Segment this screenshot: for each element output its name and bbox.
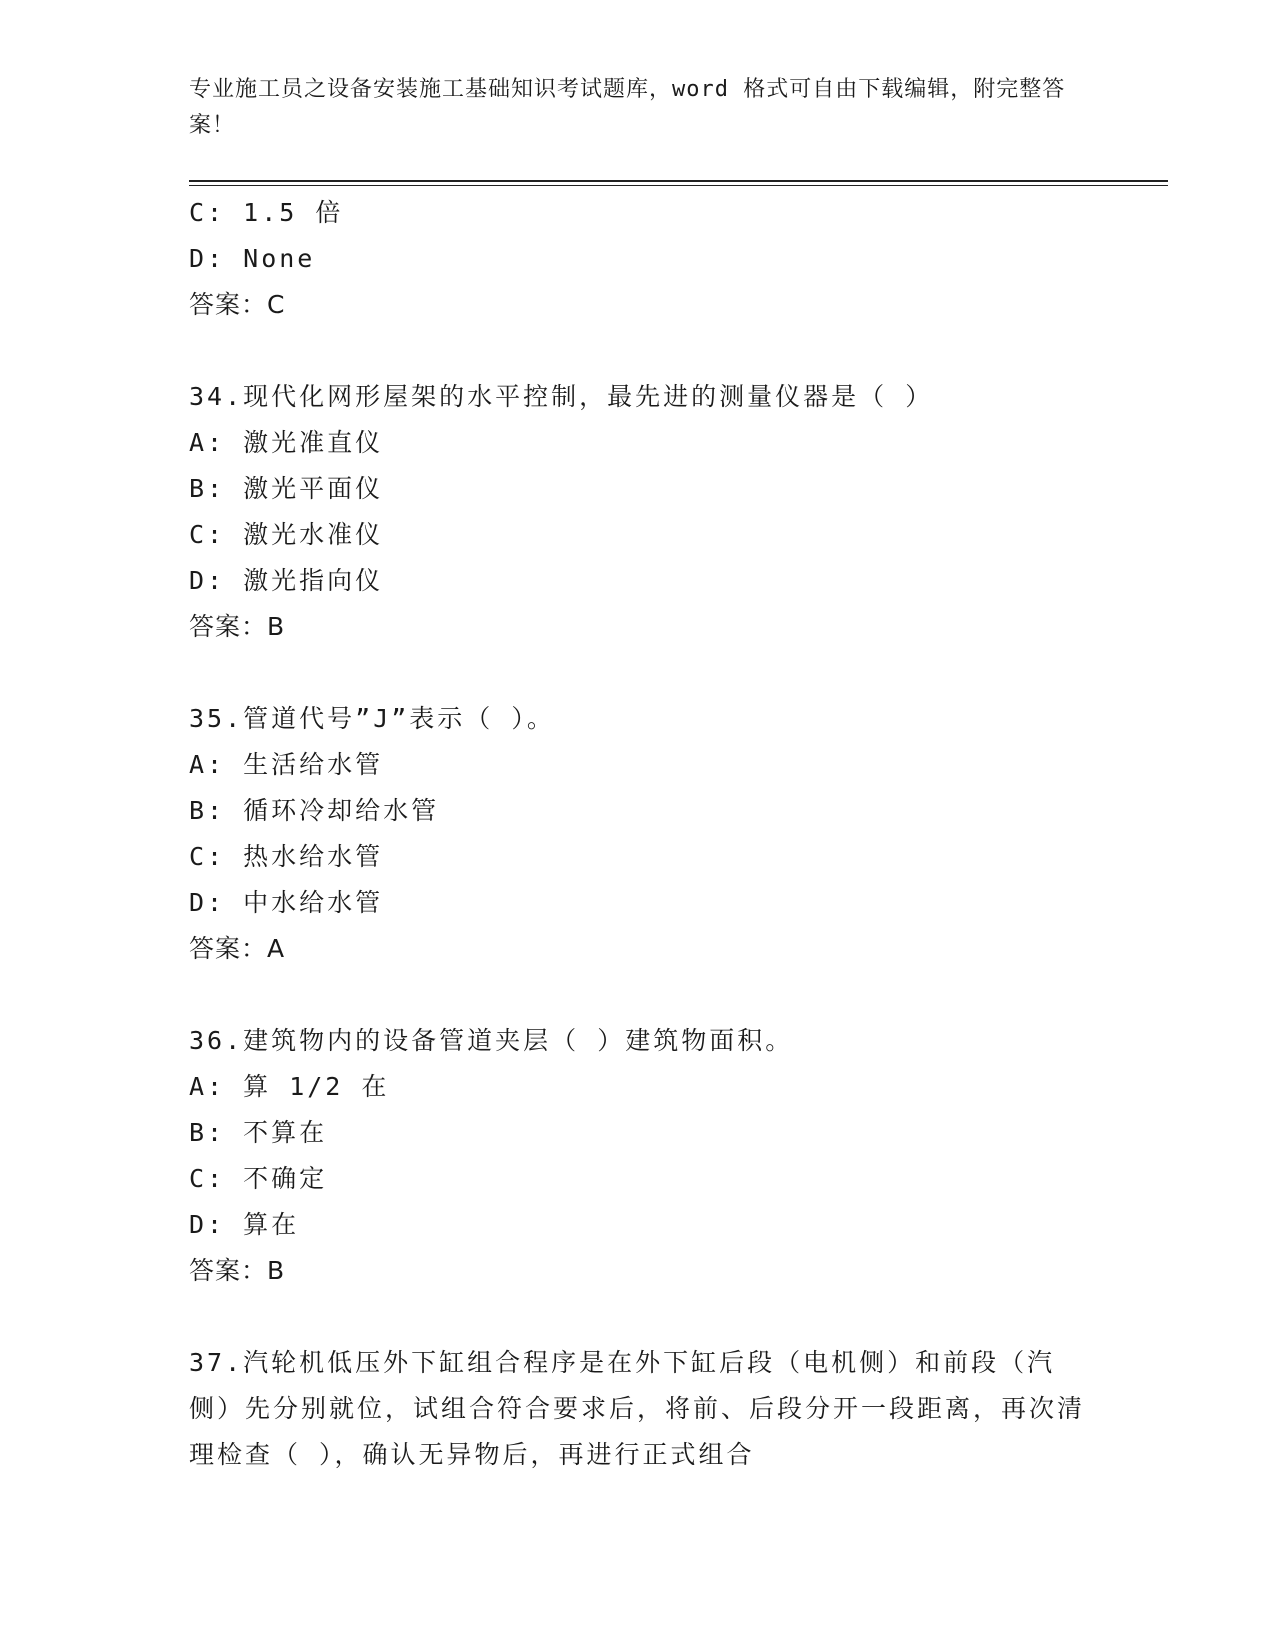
option-c: C: 热水给水管 <box>189 842 384 871</box>
question-stem: 34.现代化网形屋架的水平控制，最先进的测量仪器是（ ） <box>189 382 934 411</box>
option-d: D: 中水给水管 <box>189 888 384 917</box>
answer-line: 答案：A <box>189 934 286 963</box>
option-b: B: 循环冷却给水管 <box>189 796 440 825</box>
question-33-continued <box>189 190 1089 328</box>
header-divider-thick <box>189 180 1168 182</box>
spacer <box>189 972 1089 1018</box>
spacer <box>189 328 1089 374</box>
document-body <box>189 190 1089 1478</box>
question-stem: 37.汽轮机低压外下缸组合程序是在外下缸后段（电机侧）和前段（汽侧）先分别就位，试组合符合要求后，将前、后段分开一段距离，再次清理检查（ ），确认无异物后，再进行正式组合 <box>189 1348 1086 1469</box>
spacer <box>189 650 1089 696</box>
answer-line: 答案：B <box>189 612 286 641</box>
question-37 <box>189 1340 1089 1478</box>
option-b: B: 激光平面仪 <box>189 474 384 503</box>
option-a: A: 激光准直仪 <box>189 428 384 457</box>
question-34 <box>189 374 1089 650</box>
question-stem: 35.管道代号”J”表示（ ）。 <box>189 704 555 733</box>
question-36 <box>189 1018 1089 1294</box>
question-stem: 36.建筑物内的设备管道夹层（ ）建筑物面积。 <box>189 1026 794 1055</box>
question-35 <box>189 696 1089 972</box>
page-header-title: 专业施工员之设备安装施工基础知识考试题库，word 格式可自由下载编辑，附完整答案！ <box>189 77 1066 138</box>
option-d: D: 激光指向仪 <box>189 566 384 595</box>
answer-line: 答案：B <box>189 1256 286 1285</box>
option-c: C: 激光水准仪 <box>189 520 384 549</box>
option-c: C: 不确定 <box>189 1164 328 1193</box>
option-c: C: 1.5 倍 <box>189 198 344 227</box>
option-b: B: 不算在 <box>189 1118 328 1147</box>
spacer <box>189 1294 1089 1340</box>
option-a: A: 生活给水管 <box>189 750 384 779</box>
option-d: D: 算在 <box>189 1210 300 1239</box>
option-a: A: 算 1/2 在 <box>189 1072 390 1101</box>
header-divider-thin <box>189 185 1168 186</box>
option-d: D: None <box>189 244 316 273</box>
answer-line: 答案：C <box>189 290 286 319</box>
